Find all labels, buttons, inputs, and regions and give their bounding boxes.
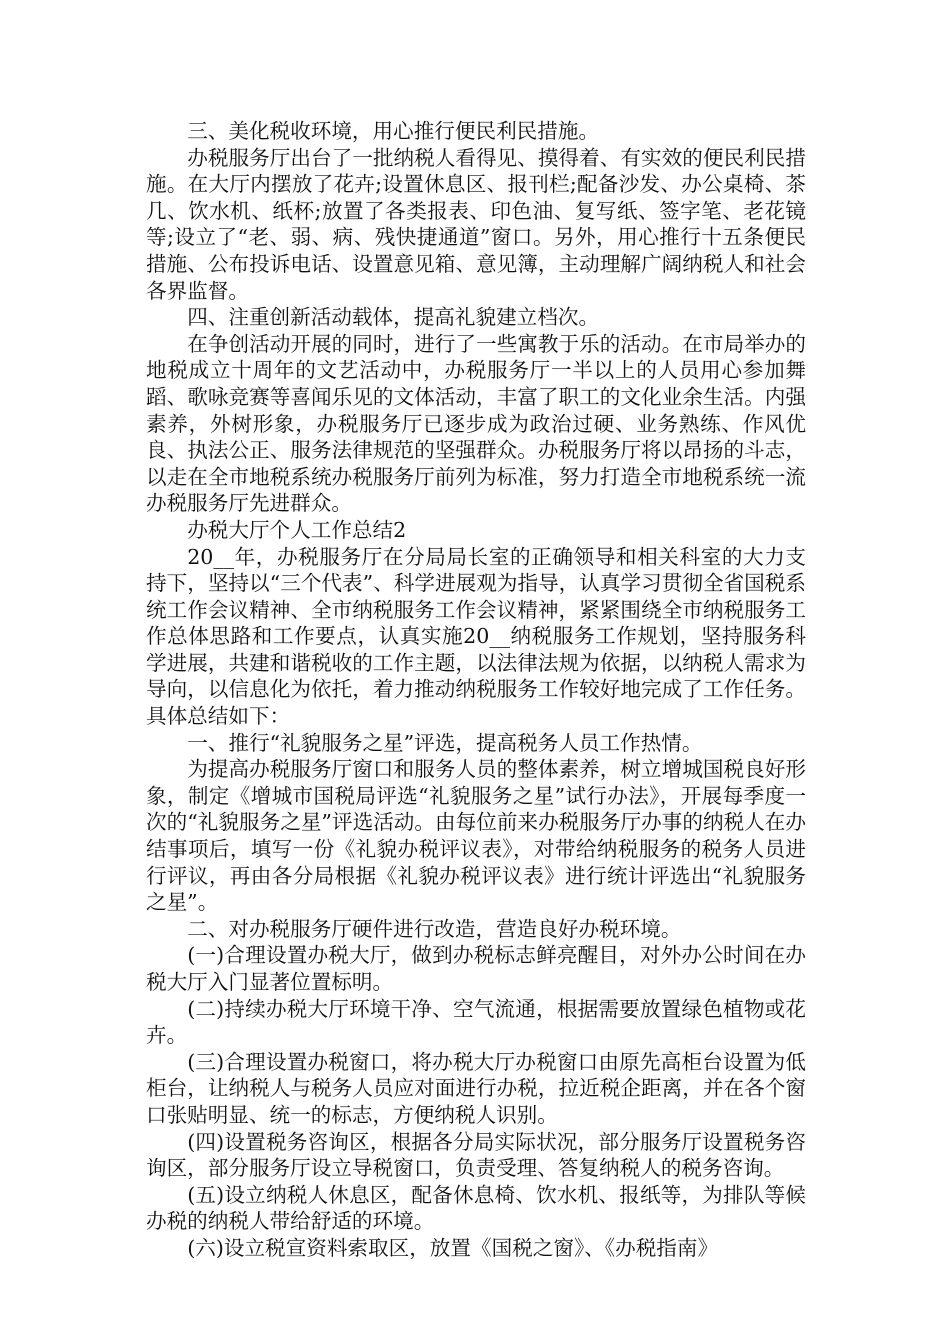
body-paragraph: 为提高办税服务厅窗口和服务人员的整体素养，树立增城国税良好形象，制定《增城市国税局评选“礼貌服务之星”试行办法》，开展每季度一次的“礼貌服务之星”评选活动。由每位前来办税服务厅办事的纳税人在办结事项后，填写一份《礼貌办税评议表》，对带给纳税服务的税务人员进行评议，再由各分局根据《礼貌办税评议表》进行统计评选出“礼貌服务之星”。 — [146, 757, 806, 915]
body-paragraph: 20__年，办税服务厅在分局局长室的正确领导和相关科室的大力支持下，坚持以“三个代表”、科学进展观为指导，认真学习贯彻全省国税系统工作会议精神、全市纳税服务工作会议精神，紧紧围绕全市纳税服务工作总体思路和工作要点，认真实施20__纳税服务工作规划，坚持服务科学进展，共建和谐税收的工作主题，以法律法规为依据，以纳税人需求为导向，以信息化为依托，着力推动纳税服务工作较好地完成了工作任务。具体总结如下： — [146, 544, 806, 729]
list-item: (一)合理设置办税大厅，做到办税标志鲜亮醒目，对外办公时间在办税大厅入门显著位置标明。 — [146, 943, 806, 994]
body-paragraph: 办税服务厅出台了一批纳税人看得见、摸得着、有实效的便民利民措施。在大厅内摆放了花卉;设置休息区、报刊栏;配备沙发、办公桌椅、茶几、饮水机、纸杯;放置了各类报表、印色油、复写纸、签字笔、老花镜等;设立了“老、弱、病、残快捷通道”窗口。另外，用心推行十五条便民措施、公布投诉电话、设置意见箱、意见簿，主动理解广阔纳税人和社会各界监督。 — [146, 145, 806, 303]
list-item: (三)合理设置办税窗口，将办税大厅办税窗口由原先高柜台设置为低柜台，让纳税人与税务人员应对面进行办税，拉近税企距离，并在各个窗口张贴明显、统一的标志，方便纳税人识别。 — [146, 1049, 806, 1127]
body-paragraph: 在争创活动开展的同时，进行了一些寓教于乐的活动。在市局举办的地税成立十周年的文艺活动中，办税服务厅一半以上的人员用心参加舞蹈、歌咏竞赛等喜闻乐见的文体活动，丰富了职工的文化业余生活。内强素养，外树形象，办税服务厅已逐步成为政治过硬、业务熟练、作风优良、执法公正、服务法律规范的坚强群众。办税服务厅将以昂扬的斗志，以走在全市地税系统办税服务厅前列为标准，努力打造全市地税系统一流办税服务厅先进群众。 — [146, 331, 806, 516]
section-heading: 三、美化税收环境，用心推行便民利民措施。 — [187, 119, 600, 143]
list-item: (四)设置税务咨询区，根据各分局实际状况，部分服务厅设置税务咨询区，部分服务厅设立导税窗口，负责受理、答复纳税人的税务咨询。 — [146, 1129, 806, 1181]
list-item: (二)持续办税大厅环境干净、空气流通，根据需要放置绿色植物或花卉。 — [146, 996, 806, 1048]
list-item: (五)设立纳税人休息区，配备休息椅、饮水机、报纸等，为排队等候办税的纳税人带给舒适的环境。 — [146, 1182, 806, 1234]
section-heading: 一、推行“礼貌服务之星”评选，提高税务人员工作热情。 — [187, 730, 703, 755]
document-body — [146, 118, 806, 1262]
section-heading: 四、注重创新活动载体，提高礼貌建立档次。 — [187, 305, 600, 330]
list-item: (六)设立税宣资料索取区，放置《国税之窗》、《办税指南》 — [187, 1235, 719, 1260]
document-subtitle: 办税大厅个人工作总结2 — [187, 517, 407, 542]
section-heading: 二、对办税服务厅硬件进行改造，营造良好办税环境。 — [187, 916, 682, 941]
